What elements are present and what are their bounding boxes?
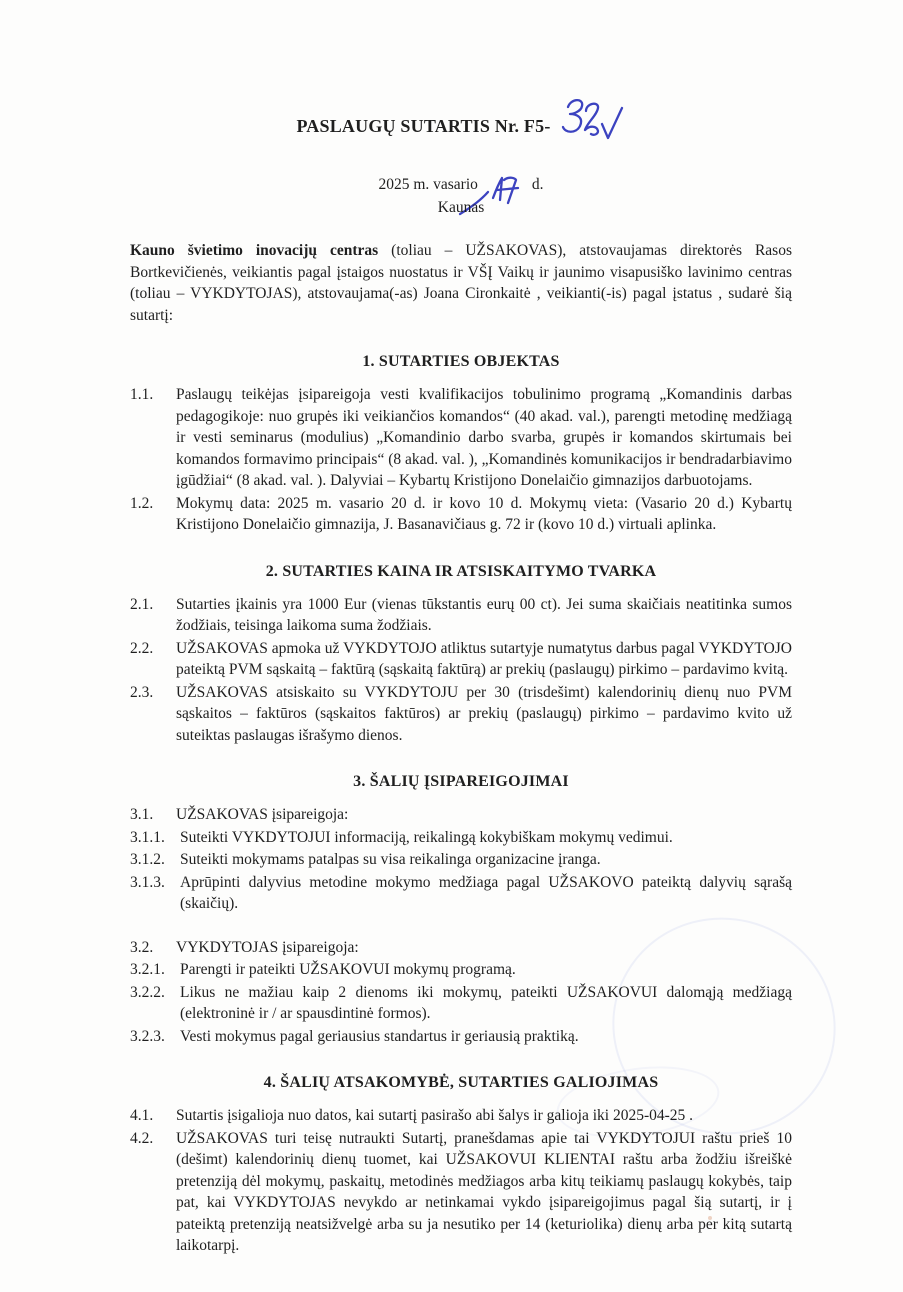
clause-number: 3.2. — [130, 938, 154, 956]
clause-4-1 — [130, 1105, 792, 1127]
digit-7-stroke — [504, 178, 516, 203]
clause-text: Likus ne mažiau kaip 2 dienoms iki mokymų, pateikti UŽSAKOVUI dalomąją medžiagą (elektroninė ir / ar spausdintinė formos). — [180, 983, 792, 1022]
clause-number: 2.3. — [130, 683, 154, 701]
clause-3-2-2 — [130, 982, 792, 1025]
clause-number: 3.1.3. — [130, 873, 165, 891]
clause-2-2 — [130, 638, 792, 681]
clause-text: Suteikti VYKDYTOJUI informaciją, reikalingą kokybiškam mokymų vedimui. — [180, 828, 673, 846]
contracting-party-name: Kauno švietimo inovacijų centras — [130, 242, 379, 259]
date-suffix: d. — [531, 175, 544, 193]
clause-number: 4.2. — [130, 1129, 154, 1147]
contract-body — [130, 94, 792, 1258]
date-prefix: 2025 m. vasario — [378, 175, 478, 193]
clause-text: Paslaugų teikėjas įsipareigoja vesti kvalifikacijos tobulinimo programą „Komandinis darbas pedagogikoje: nuo grupės iki veikiančios komandos“ (40 akad. val.), parengti metodinę medžiagą ir vesti seminarus (modulius) „Komandinio darbo svarba, grupės ir komandos skirtumais bei komandos formavimo principais“ (8 akad. val. ), „Komandinės komunikacijos ir bendradarbiavimo įgūdžiai“ (8 akad. val. ). Dalyviai – Kybartų Kristijono Donelaičio gimnazijos darbuotojams. — [176, 386, 792, 489]
digit-3-stroke — [563, 100, 582, 132]
clause-3-1-1 — [130, 827, 792, 849]
clause-text: Aprūpinti dalyvius metodine mokymo medžiaga pagal UŽSAKOVO pateiktą dalyvių sąrašą (skaičių). — [180, 873, 792, 912]
clause-number: 2.1. — [130, 595, 154, 613]
clause-number: 3.1.1. — [130, 828, 165, 846]
intro-text: (toliau – UŽSAKOVAS), atstovaujamas direktorės Rasos Bortkevičienės, veikiantis pagal įstaigos nuostatus ir VŠĮ Vaikų ir jaunimo visapusiško lavinimo centras (toliau – VYKDYTOJAS), atstovaujama(-as) Joana Cironkaitė , veikianti(-is) pagal įstatus , sudarė šią sutartį: — [130, 242, 792, 324]
clause-3-1 — [130, 804, 792, 826]
clause-4-2 — [130, 1128, 792, 1257]
handwritten-day-icon — [486, 172, 524, 206]
clause-number: 1.2. — [130, 494, 154, 512]
clause-number: 4.1. — [130, 1107, 154, 1124]
section-heading-4: 4. ŠALIŲ ATSAKOMYBĖ, SUTARTIES GALIOJIMAS — [263, 1074, 659, 1091]
handwritten-contract-number-icon — [556, 94, 626, 148]
clause-text: Parengti ir pateikti UŽSAKOVUI mokymų programą. — [180, 961, 516, 978]
clause-text: Mokymų data: 2025 m. vasario 20 d. ir kovo 10 d. Mokymų vieta: (Vasario 20 d.) Kybartų Kristijono Donelaičio gimnazija, J. Basanavičiaus g. 72 ir (kovo 10 d.) virtuali aplinka. — [176, 494, 792, 533]
clause-3-1-2 — [130, 849, 792, 871]
clause-1-1 — [130, 384, 792, 492]
clause-2-3 — [130, 682, 792, 747]
clause-text: Sutartis įsigalioja nuo datos, kai sutartį pasirašo abi šalys ir galioja iki 2025-04-25 . — [176, 1107, 694, 1124]
clause-3-1-3 — [130, 872, 792, 915]
intro-paragraph — [130, 240, 792, 326]
clause-number: 1.1. — [130, 386, 154, 403]
clause-text: Sutarties įkainis yra 1000 Eur (vienas tūkstantis eurų 00 ct). Jei suma skaičiais neatitinka sumos žodžiais, teisinga laikoma suma žodžiais. — [176, 595, 792, 634]
clause-2-1 — [130, 594, 792, 637]
clause-number: 3.2.1. — [130, 961, 165, 978]
clause-text: UŽSAKOVAS atsiskaito su VYKDYTOJU per 30 (trisdešimt) kalendorinių dienų nuo PVM sąskaitos – faktūros (sąskaitos faktūros) ar prekių (paslaugų) pirkimo – pardavimo kvito už suteiktas paslaugas išrašymo dienos. — [176, 683, 792, 744]
document-title-text: PASLAUGŲ SUTARTIS Nr. F5- — [296, 116, 551, 136]
clause-text: UŽSAKOVAS turi teisę nutraukti Sutartį, pranešdamas apie tai VYKDYTOJUI raštu prieš 10 (dešimt) kalendorinių dienų tuomet, kai UŽSAKOVUI KLIENTAI raštu arba žodžiu išreiškė pretenziją dėl mokymų, paskaitų, metodinės medžiagos arba kitų teikiamų paslaugų kokybės, taip pat, kai VYKDYTOJAS nevykdo ar netinkamai vykdo įsipareigojimus pagal šią sutartį, ir į pateiktą pretenziją neatsižvelgė arba su ja nesutiko per 14 (keturiolika) dienų arba per kitą sutartą laikotarpį. — [176, 1129, 792, 1254]
date-line — [130, 172, 792, 196]
clause-number: 3.1. — [130, 806, 154, 823]
digit-2-stroke — [585, 104, 598, 135]
clause-number: 2.2. — [130, 639, 154, 657]
city-line: Kaunas — [437, 199, 485, 216]
document-title — [130, 94, 792, 148]
section-heading-2: 2. SUTARTIES KAINA IR ATSISKAITYMO TVARKA — [265, 562, 657, 580]
clause-number: 3.1.2. — [130, 851, 165, 868]
clause-number: 3.2.2. — [130, 983, 165, 1001]
clause-text: UŽSAKOVAS apmoka už VYKDYTOJO atliktus sutartyje numatytus darbus pagal VYKDYTOJO pateiktą PVM sąskaitą – faktūrą (sąskaitą faktūrą) ar prekių (paslaugų) pirkimo – pardavimo kvitą. — [176, 639, 792, 678]
clause-3-2-1 — [130, 959, 792, 981]
clause-3-2-3 — [130, 1026, 792, 1048]
section-heading-3: 3. ŠALIŲ ĮSIPAREIGOJIMAI — [353, 773, 569, 790]
clause-text: UŽSAKOVAS įsipareigoja: — [176, 806, 349, 823]
check-stroke — [602, 108, 622, 138]
clause-number: 3.2.3. — [130, 1027, 165, 1045]
clause-text: Suteikti mokymams patalpas su visa reikalinga organizacine įranga. — [180, 851, 601, 868]
clause-text: VYKDYTOJAS įsipareigoja: — [176, 938, 359, 956]
clause-text: Vesti mokymus pagal geriausius standartus ir geriausią praktiką. — [180, 1027, 579, 1045]
clause-3-2 — [130, 937, 792, 959]
clause-1-2 — [130, 493, 792, 536]
section-heading-1: 1. SUTARTIES OBJEKTAS — [362, 353, 560, 370]
